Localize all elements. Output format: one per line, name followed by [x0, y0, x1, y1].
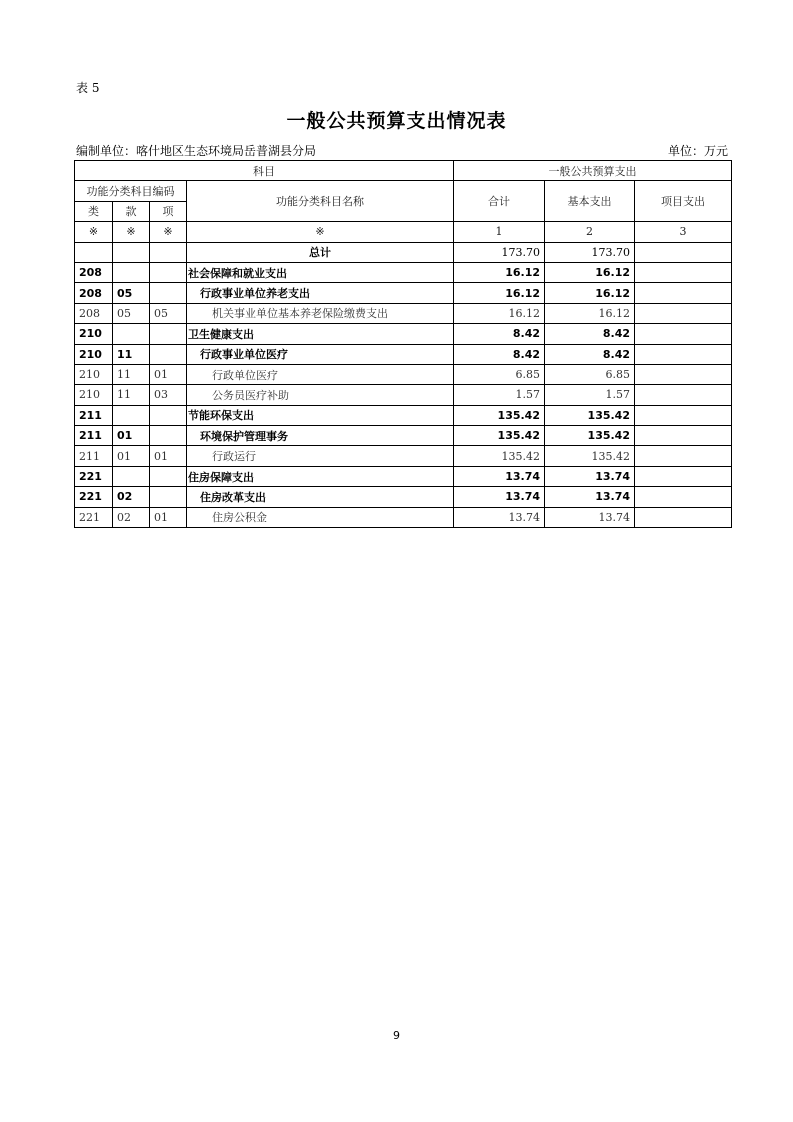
header-project: 项目支出	[635, 181, 732, 222]
cell-kuan	[113, 466, 150, 486]
cell-basic: 8.42	[545, 344, 635, 364]
cell-total: 8.42	[454, 344, 545, 364]
cell-lei: 221	[75, 466, 113, 486]
cell-kuan: 05	[113, 283, 150, 303]
cell-project	[635, 487, 732, 507]
cell-total: 13.74	[454, 487, 545, 507]
page-number: 9	[393, 1029, 400, 1042]
col-number-1: 1	[454, 222, 545, 242]
cell-basic: 16.12	[545, 283, 635, 303]
cell-project	[635, 262, 732, 282]
cell-basic: 13.74	[545, 466, 635, 486]
cell-basic: 135.42	[545, 426, 635, 446]
cell-total: 13.74	[454, 507, 545, 527]
cell-lei: 211	[75, 446, 113, 466]
mark-lei: ※	[75, 222, 113, 242]
cell-kuan: 11	[113, 385, 150, 405]
cell-name: 住房改革支出	[187, 487, 454, 507]
cell-xiang	[150, 405, 187, 425]
cell-lei: 210	[75, 364, 113, 384]
cell-name: 行政事业单位医疗	[187, 344, 454, 364]
table-row	[75, 324, 732, 344]
cell-lei: 221	[75, 507, 113, 527]
cell-name: 行政单位医疗	[187, 364, 454, 384]
cell-basic: 13.74	[545, 507, 635, 527]
header-code-group: 功能分类科目编码	[75, 181, 187, 201]
cell-lei: 211	[75, 405, 113, 425]
cell-xiang	[150, 466, 187, 486]
cell-xiang	[150, 283, 187, 303]
cell-xiang: 01	[150, 507, 187, 527]
cell-name: 行政运行	[187, 446, 454, 466]
cell-kuan	[113, 405, 150, 425]
table-row	[75, 446, 732, 466]
table-row	[75, 385, 732, 405]
cell-total: 8.42	[454, 324, 545, 344]
mark-name: ※	[187, 222, 454, 242]
cell-total: 6.85	[454, 364, 545, 384]
header-total: 合计	[454, 181, 545, 222]
table-row	[75, 426, 732, 446]
cell-kuan: 11	[113, 364, 150, 384]
table-label: 表 5	[76, 81, 100, 95]
cell-kuan	[113, 324, 150, 344]
mark-kuan: ※	[113, 222, 150, 242]
cell-lei: 221	[75, 487, 113, 507]
cell-name: 环境保护管理事务	[187, 426, 454, 446]
cell-project	[635, 303, 732, 323]
total-lei	[75, 242, 113, 262]
cell-project	[635, 385, 732, 405]
cell-xiang	[150, 426, 187, 446]
cell-basic: 16.12	[545, 303, 635, 323]
cell-total: 16.12	[454, 283, 545, 303]
table-row	[75, 303, 732, 323]
cell-total: 13.74	[454, 466, 545, 486]
cell-name: 公务员医疗补助	[187, 385, 454, 405]
cell-kuan: 02	[113, 487, 150, 507]
cell-project	[635, 283, 732, 303]
mark-xiang: ※	[150, 222, 187, 242]
cell-xiang: 01	[150, 364, 187, 384]
table-row	[75, 405, 732, 425]
cell-kuan: 02	[113, 507, 150, 527]
cell-basic: 8.42	[545, 324, 635, 344]
header-lei: 类	[75, 201, 113, 221]
table-row	[75, 487, 732, 507]
table-row	[75, 364, 732, 384]
cell-name: 社会保障和就业支出	[187, 262, 454, 282]
cell-basic: 6.85	[545, 364, 635, 384]
header-name: 功能分类科目名称	[187, 181, 454, 222]
budget-table	[74, 160, 732, 528]
cell-lei: 210	[75, 385, 113, 405]
table-row	[75, 507, 732, 527]
header-row-2	[75, 181, 732, 201]
cell-xiang	[150, 262, 187, 282]
cell-project	[635, 405, 732, 425]
cell-xiang: 03	[150, 385, 187, 405]
col-number-2: 2	[545, 222, 635, 242]
cell-project	[635, 466, 732, 486]
total-kuan	[113, 242, 150, 262]
cell-name: 机关事业单位基本养老保险缴费支出	[187, 303, 454, 323]
cell-basic: 135.42	[545, 446, 635, 466]
cell-total: 16.12	[454, 262, 545, 282]
cell-kuan: 01	[113, 426, 150, 446]
cell-project	[635, 364, 732, 384]
total-xiang	[150, 242, 187, 262]
table-row	[75, 283, 732, 303]
cell-lei: 210	[75, 344, 113, 364]
document-title: 一般公共预算支出情况表	[286, 110, 507, 132]
cell-kuan: 11	[113, 344, 150, 364]
cell-basic: 16.12	[545, 262, 635, 282]
table-row	[75, 466, 732, 486]
header-general-budget: 一般公共预算支出	[454, 161, 732, 181]
cell-basic: 13.74	[545, 487, 635, 507]
total-amount: 173.70	[454, 242, 545, 262]
cell-project	[635, 507, 732, 527]
cell-lei: 208	[75, 303, 113, 323]
total-project	[635, 242, 732, 262]
cell-xiang	[150, 324, 187, 344]
cell-xiang	[150, 344, 187, 364]
cell-lei: 208	[75, 283, 113, 303]
cell-total: 135.42	[454, 405, 545, 425]
org-unit-row	[76, 142, 730, 158]
header-row-4	[75, 222, 732, 242]
total-row	[75, 242, 732, 262]
compiling-organization: 编制单位：喀什地区生态环境局岳普湖县分局	[76, 144, 317, 158]
header-xiang: 项	[150, 201, 187, 221]
total-label: 总计	[187, 242, 454, 262]
cell-total: 1.57	[454, 385, 545, 405]
header-row-1	[75, 161, 732, 181]
cell-project	[635, 324, 732, 344]
header-subject: 科目	[75, 161, 454, 181]
cell-total: 135.42	[454, 446, 545, 466]
cell-name: 卫生健康支出	[187, 324, 454, 344]
table-row	[75, 344, 732, 364]
cell-lei: 210	[75, 324, 113, 344]
cell-kuan: 01	[113, 446, 150, 466]
cell-xiang	[150, 487, 187, 507]
unit-label: 单位：万元	[667, 144, 728, 158]
cell-lei: 211	[75, 426, 113, 446]
cell-kuan: 05	[113, 303, 150, 323]
cell-name: 住房公积金	[187, 507, 454, 527]
cell-basic: 1.57	[545, 385, 635, 405]
cell-xiang: 01	[150, 446, 187, 466]
table-row	[75, 262, 732, 282]
cell-project	[635, 446, 732, 466]
cell-kuan	[113, 262, 150, 282]
cell-name: 住房保障支出	[187, 466, 454, 486]
cell-total: 135.42	[454, 426, 545, 446]
col-number-3: 3	[635, 222, 732, 242]
cell-lei: 208	[75, 262, 113, 282]
cell-name: 节能环保支出	[187, 405, 454, 425]
cell-project	[635, 344, 732, 364]
header-kuan: 款	[113, 201, 150, 221]
cell-project	[635, 426, 732, 446]
cell-total: 16.12	[454, 303, 545, 323]
cell-name: 行政事业单位养老支出	[187, 283, 454, 303]
cell-xiang: 05	[150, 303, 187, 323]
header-basic: 基本支出	[545, 181, 635, 222]
total-basic: 173.70	[545, 242, 635, 262]
cell-basic: 135.42	[545, 405, 635, 425]
